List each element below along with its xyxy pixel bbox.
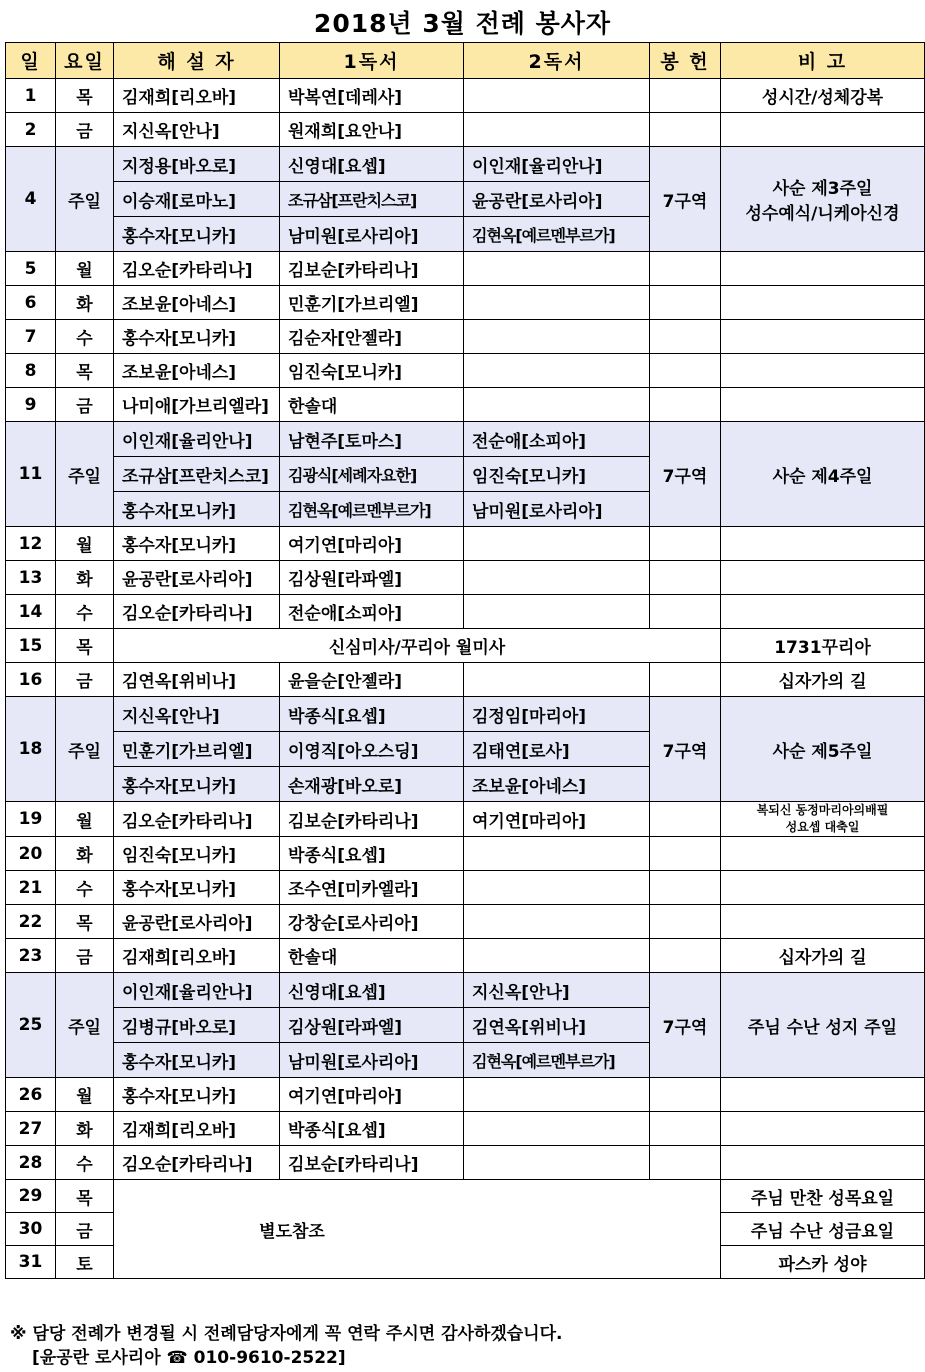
day-cell: 13 bbox=[6, 561, 56, 595]
note-line: 성수예식/니케아신경 bbox=[745, 204, 900, 224]
reader2-cell: 남미원[로사리아] bbox=[464, 492, 650, 527]
reader1-cell: 김상원[라파엘] bbox=[280, 1008, 464, 1043]
reader2-cell: 이인재[율리안나] bbox=[464, 147, 650, 182]
table-row bbox=[6, 1146, 925, 1180]
note-cell bbox=[721, 320, 925, 354]
day-cell: 28 bbox=[6, 1146, 56, 1180]
note-cell bbox=[721, 629, 925, 663]
day-cell: 25 bbox=[6, 973, 56, 1078]
commentator-cell: 나미애[가브리엘라] bbox=[114, 388, 280, 422]
commentator-cell: 김병규[바오로] bbox=[114, 1008, 280, 1043]
day-cell: 29 bbox=[6, 1180, 56, 1213]
weekday-cell: 주일 bbox=[56, 973, 114, 1078]
note-cell bbox=[721, 802, 925, 837]
note-line: 성시간/성체강복 bbox=[761, 88, 884, 108]
offering-cell bbox=[650, 1146, 721, 1180]
day-cell: 5 bbox=[6, 252, 56, 286]
table-row bbox=[6, 561, 925, 595]
note-cell bbox=[721, 79, 925, 113]
reader2-cell: 조보윤[아네스] bbox=[464, 767, 650, 802]
table-row bbox=[6, 113, 925, 147]
page-title: 2018년 3월 전례 봉사자 bbox=[313, 9, 612, 38]
note-cell bbox=[721, 905, 925, 939]
weekday-cell: 수 bbox=[56, 320, 114, 354]
reader2-cell bbox=[464, 1078, 650, 1112]
offering-cell bbox=[650, 837, 721, 871]
commentator-cell: 지정용[바오로] bbox=[114, 147, 280, 182]
offering-cell bbox=[650, 79, 721, 113]
reader2-cell bbox=[464, 871, 650, 905]
weekday-cell: 목 bbox=[56, 79, 114, 113]
day-cell: 14 bbox=[6, 595, 56, 629]
table-row bbox=[6, 286, 925, 320]
weekday-cell: 수 bbox=[56, 1146, 114, 1180]
offering-cell: 7구역 bbox=[650, 697, 721, 802]
commentator-cell: 김재희[리오바] bbox=[114, 939, 280, 973]
offering-cell bbox=[650, 113, 721, 147]
reader1-cell: 김상원[라파엘] bbox=[280, 561, 464, 595]
reader1-cell: 민훈기[가브리엘] bbox=[280, 286, 464, 320]
reader2-cell: 전순애[소피아] bbox=[464, 422, 650, 457]
reader2-cell bbox=[464, 113, 650, 147]
note-cell bbox=[721, 837, 925, 871]
day-cell: 22 bbox=[6, 905, 56, 939]
reader1-cell: 여기연[마리아] bbox=[280, 527, 464, 561]
weekday-cell: 주일 bbox=[56, 697, 114, 802]
commentator-cell: 조보윤[아네스] bbox=[114, 354, 280, 388]
offering-cell bbox=[650, 286, 721, 320]
weekday-cell: 주일 bbox=[56, 422, 114, 527]
footer-note bbox=[10, 1322, 563, 1370]
commentator-cell: 이인재[율리안나] bbox=[114, 422, 280, 457]
day-cell: 9 bbox=[6, 388, 56, 422]
reader1-cell: 임진숙[모니카] bbox=[280, 354, 464, 388]
reader1-cell: 신영대[요셉] bbox=[280, 973, 464, 1008]
offering-cell bbox=[650, 663, 721, 697]
commentator-cell: 홍수자[모니카] bbox=[114, 492, 280, 527]
header-reader1: 1독서 bbox=[280, 43, 464, 79]
note-cell: 주님 만찬 성목요일 bbox=[721, 1180, 925, 1213]
note-cell bbox=[721, 871, 925, 905]
offering-cell bbox=[650, 905, 721, 939]
reader1-cell: 김보순[카타리나] bbox=[280, 802, 464, 837]
weekday-cell: 목 bbox=[56, 354, 114, 388]
reader2-cell bbox=[464, 939, 650, 973]
reader2-cell bbox=[464, 320, 650, 354]
note-line: 1731꾸리아 bbox=[774, 638, 871, 658]
reader2-cell: 김정임[마리아] bbox=[464, 697, 650, 732]
footer-line1: ※ 담당 전례가 변경될 시 전례담당자에게 꼭 연락 주시면 감사하겠습니다. bbox=[10, 1324, 563, 1344]
reader2-cell bbox=[464, 1146, 650, 1180]
table-row bbox=[6, 802, 925, 837]
reader1-cell: 박복연[데레사] bbox=[280, 79, 464, 113]
schedule-body bbox=[6, 79, 925, 1279]
table-row bbox=[6, 527, 925, 561]
commentator-cell: 김재희[리오바] bbox=[114, 79, 280, 113]
note-line: 복되신 동정마리아의배필 bbox=[756, 803, 889, 817]
reader1-cell: 김순자[안젤라] bbox=[280, 320, 464, 354]
reader1-cell: 한솔대 bbox=[280, 939, 464, 973]
commentator-cell: 임진숙[모니카] bbox=[114, 837, 280, 871]
reader2-cell: 윤공란[로사리아] bbox=[464, 182, 650, 217]
weekday-cell: 금 bbox=[56, 939, 114, 973]
commentator-cell: 홍수자[모니카] bbox=[114, 1043, 280, 1078]
table-row bbox=[6, 697, 925, 732]
note-cell bbox=[721, 1146, 925, 1180]
reader2-cell bbox=[464, 354, 650, 388]
reader2-cell: 여기연[마리아] bbox=[464, 802, 650, 837]
commentator-cell: 이승재[로마노] bbox=[114, 182, 280, 217]
footer-line2: [윤공란 로사리아 ☎ 010-9610-2522] bbox=[32, 1348, 346, 1368]
day-cell: 31 bbox=[6, 1246, 56, 1279]
note-line: 십자가의 길 bbox=[778, 948, 867, 968]
table-row bbox=[6, 422, 925, 457]
note-line: 성요셉 대축일 bbox=[785, 820, 860, 834]
reader2-cell bbox=[464, 252, 650, 286]
reader2-cell bbox=[464, 595, 650, 629]
note-cell bbox=[721, 1078, 925, 1112]
note-cell bbox=[721, 973, 925, 1078]
reader1-cell: 김현옥[예르멘부르가] bbox=[280, 492, 464, 527]
reader2-cell: 김연옥[위비나] bbox=[464, 1008, 650, 1043]
table-row bbox=[6, 871, 925, 905]
reader2-cell: 김현옥[예르멘부르가] bbox=[464, 217, 650, 252]
table-row bbox=[6, 354, 925, 388]
offering-cell bbox=[650, 252, 721, 286]
offering-cell bbox=[650, 320, 721, 354]
reader1-cell: 손재광[바오로] bbox=[280, 767, 464, 802]
day-cell: 11 bbox=[6, 422, 56, 527]
commentator-cell: 김오순[카타리나] bbox=[114, 595, 280, 629]
header-commentator: 해 설 자 bbox=[114, 43, 280, 79]
note-cell bbox=[721, 1112, 925, 1146]
weekday-cell: 수 bbox=[56, 871, 114, 905]
offering-cell bbox=[650, 802, 721, 837]
day-cell: 30 bbox=[6, 1213, 56, 1246]
reader1-cell: 박종식[요셉] bbox=[280, 1112, 464, 1146]
note-cell bbox=[721, 422, 925, 527]
offering-cell bbox=[650, 561, 721, 595]
weekday-cell: 월 bbox=[56, 802, 114, 837]
reader2-cell: 김태연[로사] bbox=[464, 732, 650, 767]
weekday-cell: 토 bbox=[56, 1246, 114, 1279]
weekday-cell: 월 bbox=[56, 252, 114, 286]
reader1-cell: 강창순[로사리아] bbox=[280, 905, 464, 939]
reader1-cell: 신영대[요셉] bbox=[280, 147, 464, 182]
reader1-cell: 조규삼[프란치스코] bbox=[280, 182, 464, 217]
reader2-cell bbox=[464, 286, 650, 320]
note-cell bbox=[721, 286, 925, 320]
reader1-cell: 박종식[요셉] bbox=[280, 837, 464, 871]
table-row bbox=[6, 1112, 925, 1146]
reader2-cell: 지신옥[안나] bbox=[464, 973, 650, 1008]
note-line: 사순 제4주일 bbox=[772, 466, 873, 487]
reader1-cell: 여기연[마리아] bbox=[280, 1078, 464, 1112]
merged-cell: 별도참조 bbox=[114, 1180, 721, 1279]
schedule-table bbox=[5, 42, 925, 1279]
note-line: 주님 수난 성지 주일 bbox=[747, 1017, 898, 1038]
offering-cell: 7구역 bbox=[650, 973, 721, 1078]
note-cell bbox=[721, 252, 925, 286]
table-row bbox=[6, 1078, 925, 1112]
day-cell: 27 bbox=[6, 1112, 56, 1146]
weekday-cell: 화 bbox=[56, 1112, 114, 1146]
table-row bbox=[6, 939, 925, 973]
weekday-cell: 주일 bbox=[56, 147, 114, 252]
day-cell: 7 bbox=[6, 320, 56, 354]
reader2-cell bbox=[464, 905, 650, 939]
weekday-cell: 화 bbox=[56, 837, 114, 871]
day-cell: 4 bbox=[6, 147, 56, 252]
table-row bbox=[6, 252, 925, 286]
day-cell: 21 bbox=[6, 871, 56, 905]
reader1-cell: 남현주[토마스] bbox=[280, 422, 464, 457]
reader1-cell: 김보순[카타리나] bbox=[280, 252, 464, 286]
offering-cell bbox=[650, 595, 721, 629]
header-day: 일 bbox=[6, 43, 56, 79]
note-cell bbox=[721, 527, 925, 561]
commentator-cell: 이인재[율리안나] bbox=[114, 973, 280, 1008]
reader1-cell: 남미원[로사리아] bbox=[280, 217, 464, 252]
reader2-cell bbox=[464, 388, 650, 422]
note-cell: 파스카 성야 bbox=[721, 1246, 925, 1279]
note-cell bbox=[721, 939, 925, 973]
table-row bbox=[6, 147, 925, 182]
weekday-cell: 화 bbox=[56, 561, 114, 595]
reader2-cell: 김현옥[예르멘부르가] bbox=[464, 1043, 650, 1078]
offering-cell bbox=[650, 354, 721, 388]
note-cell bbox=[721, 561, 925, 595]
day-cell: 23 bbox=[6, 939, 56, 973]
offering-cell bbox=[650, 871, 721, 905]
reader1-cell: 전순애[소피아] bbox=[280, 595, 464, 629]
merged-cell: 신심미사/꾸리아 월미사 bbox=[114, 629, 721, 663]
weekday-cell: 금 bbox=[56, 1213, 114, 1246]
note-cell bbox=[721, 113, 925, 147]
table-row bbox=[6, 320, 925, 354]
commentator-cell: 윤공란[로사리아] bbox=[114, 905, 280, 939]
day-cell: 18 bbox=[6, 697, 56, 802]
commentator-cell: 김재희[리오바] bbox=[114, 1112, 280, 1146]
note-line: 십자가의 길 bbox=[778, 672, 867, 692]
offering-cell bbox=[650, 939, 721, 973]
commentator-cell: 홍수자[모니카] bbox=[114, 767, 280, 802]
weekday-cell: 목 bbox=[56, 1180, 114, 1213]
day-cell: 6 bbox=[6, 286, 56, 320]
commentator-cell: 홍수자[모니카] bbox=[114, 871, 280, 905]
commentator-cell: 조보윤[아네스] bbox=[114, 286, 280, 320]
reader2-cell bbox=[464, 837, 650, 871]
header-note: 비 고 bbox=[721, 43, 925, 79]
note-cell bbox=[721, 595, 925, 629]
reader1-cell: 김광식[세례자요한] bbox=[280, 457, 464, 492]
weekday-cell: 수 bbox=[56, 595, 114, 629]
reader2-cell bbox=[464, 561, 650, 595]
table-row bbox=[6, 837, 925, 871]
commentator-cell: 김연옥[위비나] bbox=[114, 663, 280, 697]
reader1-cell: 원재희[요안나] bbox=[280, 113, 464, 147]
day-cell: 8 bbox=[6, 354, 56, 388]
weekday-cell: 목 bbox=[56, 905, 114, 939]
day-cell: 26 bbox=[6, 1078, 56, 1112]
note-line: 사순 제3주일 bbox=[772, 179, 873, 199]
weekday-cell: 금 bbox=[56, 113, 114, 147]
commentator-cell: 홍수자[모니카] bbox=[114, 527, 280, 561]
day-cell: 1 bbox=[6, 79, 56, 113]
reader2-cell bbox=[464, 79, 650, 113]
reader1-cell: 박종식[요셉] bbox=[280, 697, 464, 732]
day-cell: 20 bbox=[6, 837, 56, 871]
day-cell: 16 bbox=[6, 663, 56, 697]
day-cell: 15 bbox=[6, 629, 56, 663]
reader1-cell: 남미원[로사리아] bbox=[280, 1043, 464, 1078]
commentator-cell: 민훈기[가브리엘] bbox=[114, 732, 280, 767]
table-row bbox=[6, 663, 925, 697]
note-line: 사순 제5주일 bbox=[772, 741, 873, 762]
weekday-cell: 화 bbox=[56, 286, 114, 320]
table-row bbox=[6, 79, 925, 113]
day-cell: 12 bbox=[6, 527, 56, 561]
day-cell: 2 bbox=[6, 113, 56, 147]
reader2-cell: 임진숙[모니카] bbox=[464, 457, 650, 492]
weekday-cell: 월 bbox=[56, 1078, 114, 1112]
offering-cell: 7구역 bbox=[650, 147, 721, 252]
offering-cell bbox=[650, 1112, 721, 1146]
reader1-cell: 조수연[미카엘라] bbox=[280, 871, 464, 905]
commentator-cell: 홍수자[모니카] bbox=[114, 1078, 280, 1112]
offering-cell bbox=[650, 388, 721, 422]
note-cell bbox=[721, 663, 925, 697]
note-cell: 주님 수난 성금요일 bbox=[721, 1213, 925, 1246]
table-row bbox=[6, 388, 925, 422]
table-row bbox=[6, 973, 925, 1008]
commentator-cell: 윤공란[로사리아] bbox=[114, 561, 280, 595]
commentator-cell: 지신옥[안나] bbox=[114, 113, 280, 147]
note-cell bbox=[721, 147, 925, 252]
reader1-cell: 이영직[아오스딩] bbox=[280, 732, 464, 767]
commentator-cell: 지신옥[안나] bbox=[114, 697, 280, 732]
note-cell bbox=[721, 354, 925, 388]
weekday-cell: 금 bbox=[56, 388, 114, 422]
table-row bbox=[6, 1180, 925, 1213]
reader1-cell: 김보순[카타리나] bbox=[280, 1146, 464, 1180]
reader1-cell: 한솔대 bbox=[280, 388, 464, 422]
offering-cell bbox=[650, 1078, 721, 1112]
table-row bbox=[6, 595, 925, 629]
table-row bbox=[6, 905, 925, 939]
commentator-cell: 홍수자[모니카] bbox=[114, 217, 280, 252]
note-cell bbox=[721, 388, 925, 422]
commentator-cell: 김오순[카타리나] bbox=[114, 1146, 280, 1180]
reader2-cell bbox=[464, 663, 650, 697]
offering-cell bbox=[650, 527, 721, 561]
weekday-cell: 월 bbox=[56, 527, 114, 561]
table-row bbox=[6, 629, 925, 663]
weekday-cell: 목 bbox=[56, 629, 114, 663]
note-cell bbox=[721, 697, 925, 802]
reader1-cell: 윤을순[안젤라] bbox=[280, 663, 464, 697]
commentator-cell: 김오순[카타리나] bbox=[114, 802, 280, 837]
offering-cell: 7구역 bbox=[650, 422, 721, 527]
commentator-cell: 홍수자[모니카] bbox=[114, 320, 280, 354]
commentator-cell: 김오순[카타리나] bbox=[114, 252, 280, 286]
header-row bbox=[6, 43, 925, 79]
header-offering: 봉 헌 bbox=[650, 43, 721, 79]
commentator-cell: 조규삼[프란치스코] bbox=[114, 457, 280, 492]
reader2-cell bbox=[464, 1112, 650, 1146]
reader2-cell bbox=[464, 527, 650, 561]
header-weekday: 요일 bbox=[56, 43, 114, 79]
header-reader2: 2독서 bbox=[464, 43, 650, 79]
weekday-cell: 금 bbox=[56, 663, 114, 697]
day-cell: 19 bbox=[6, 802, 56, 837]
